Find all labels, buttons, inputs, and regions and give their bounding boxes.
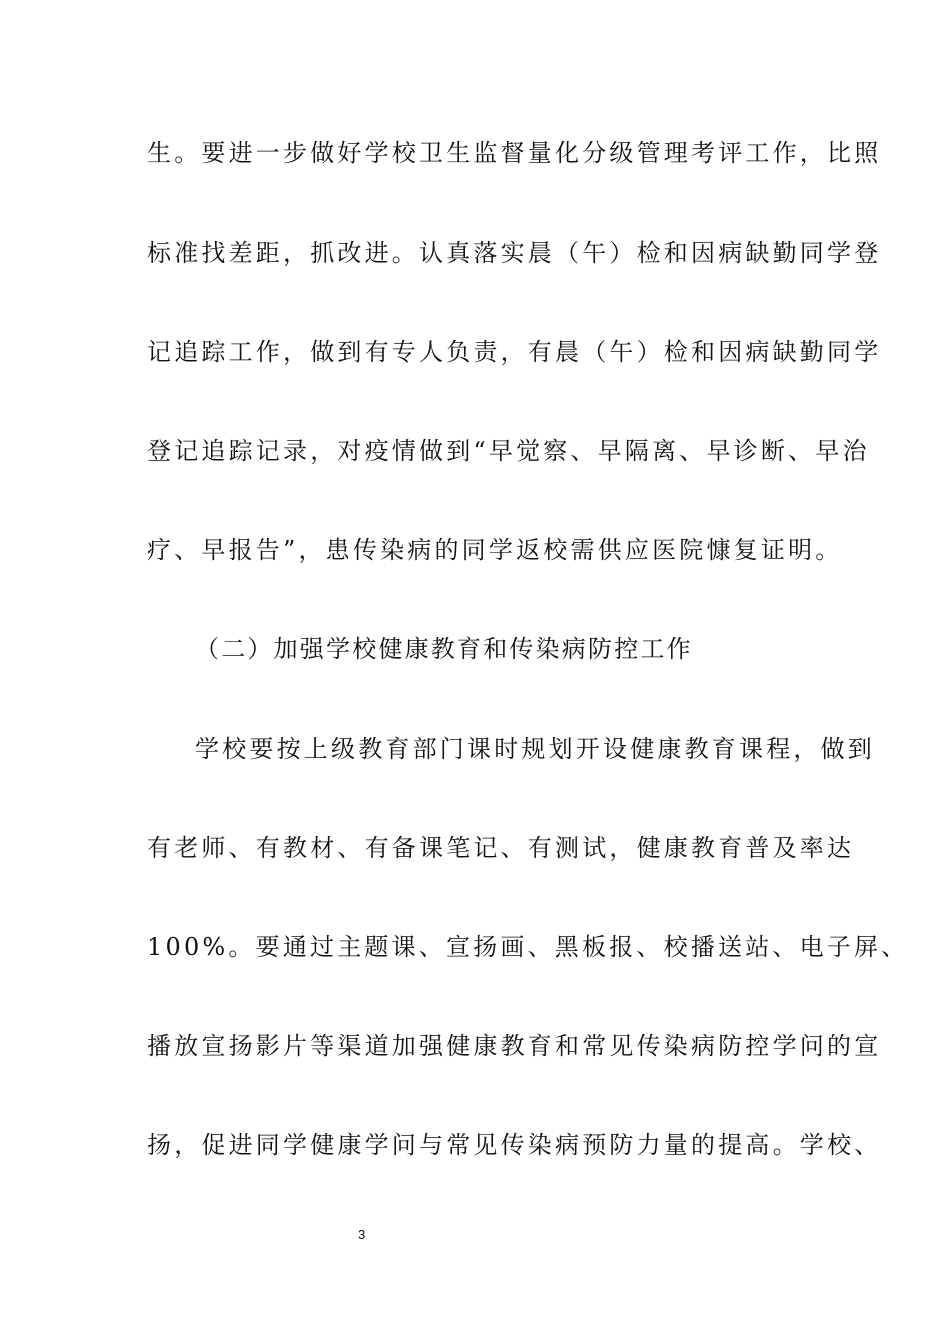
body-text-line: 登记追踪记录，对疫情做到“早觉察、早隔离、早诊断、早治 xyxy=(147,437,870,465)
body-text-line: 疗、早报告”，患传染病的同学返校需供应医院慷复证明。 xyxy=(147,536,843,564)
body-text-line: 生。要进一步做好学校卫生监督量化分级管理考评工作，比照 xyxy=(147,139,882,167)
page-number: 3 xyxy=(358,1227,366,1242)
body-text-line: 100%。要通过主题课、宣扬画、黑板报、校播送站、电子屏、 xyxy=(147,933,909,961)
body-text-line: 播放宣扬影片等渠道加强健康教育和常见传染病防控学问的宣 xyxy=(147,1032,882,1060)
body-text-line: 标准找差距，抓改进。认真落实晨（午）检和因病缺勤同学登 xyxy=(147,239,882,267)
body-text-line: 有老师、有教材、有备课笔记、有测试，健康教育普及率达 xyxy=(147,834,855,862)
body-text-line: 扬，促进同学健康学问与常见传染病预防力量的提高。学校、 xyxy=(147,1131,882,1159)
section-heading: （二）加强学校健康教育和传染病防控工作 xyxy=(195,635,693,663)
body-text-line: 记追踪工作，做到有专人负责，有晨（午）检和因病缺勤同学 xyxy=(147,338,882,366)
paragraph-first-line: 学校要按上级教育部门课时规划开设健康教育课程，做到 xyxy=(195,735,875,763)
